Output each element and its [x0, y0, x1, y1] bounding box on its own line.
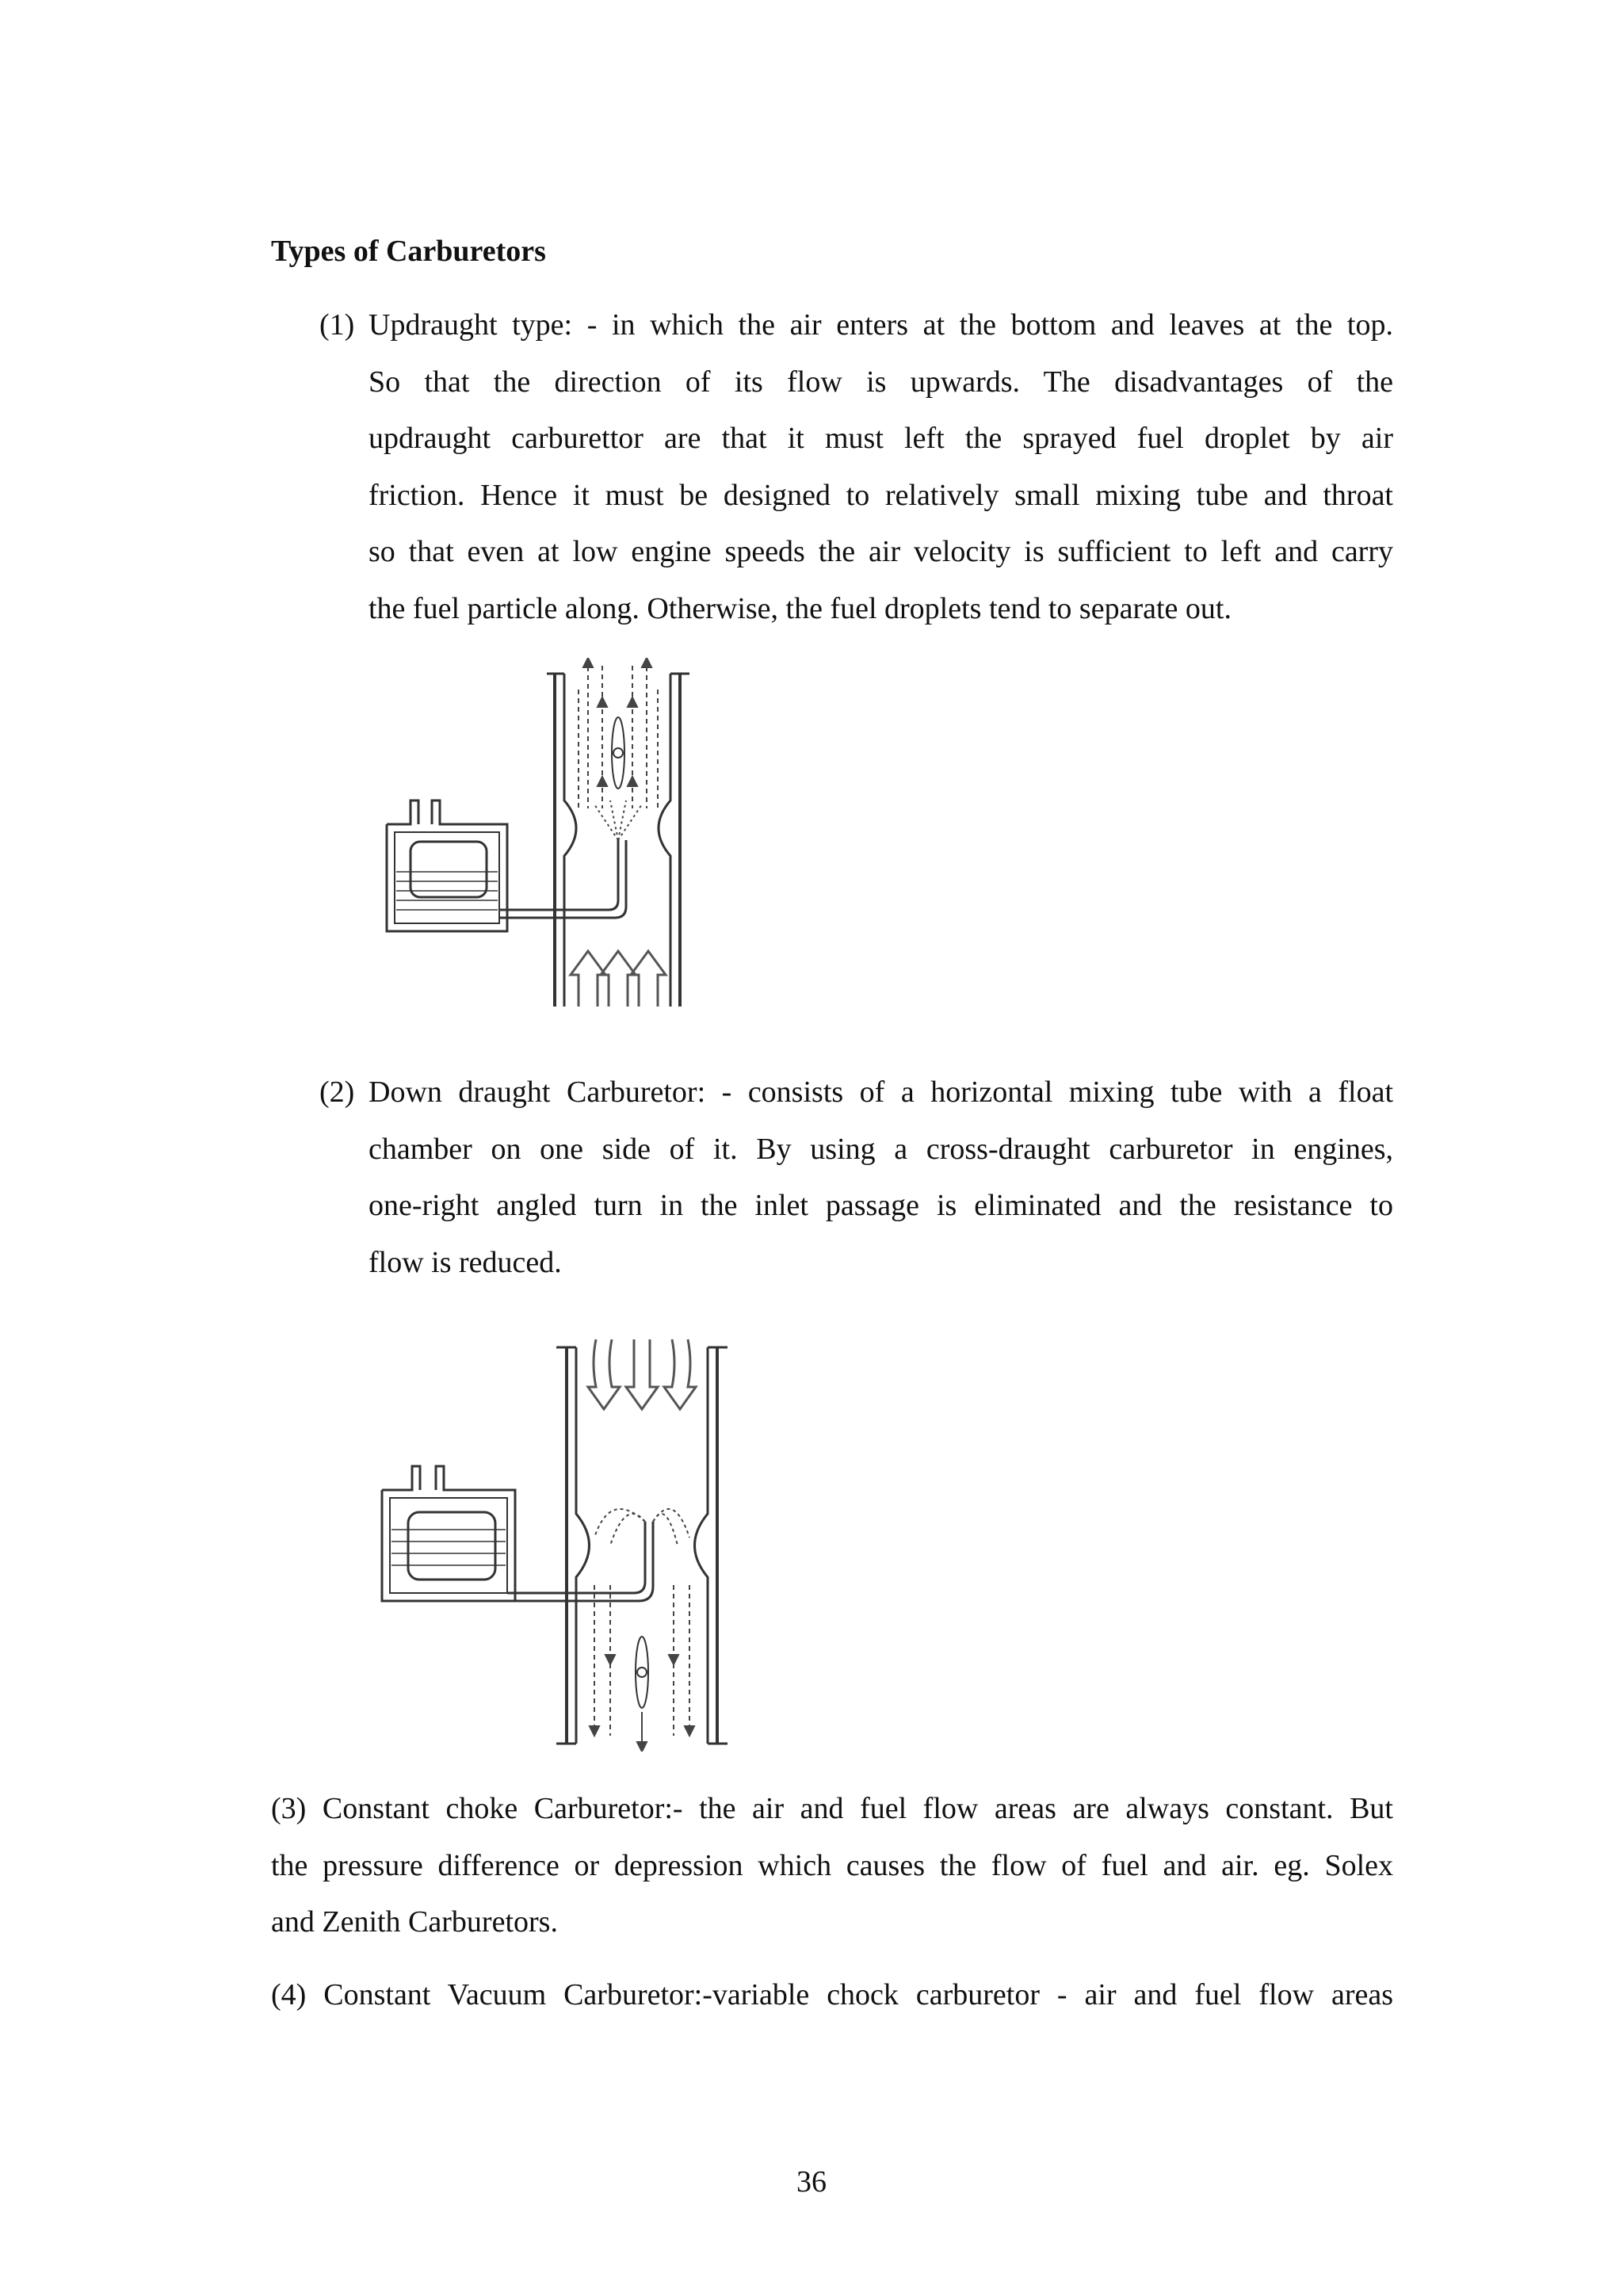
list-item-updraught: [319, 297, 1393, 637]
item-line: one-right angled turn in the inlet passage is eliminated and the resistance to: [369, 1189, 1393, 1222]
item-line: Down draught Carburetor: - consists of a horizontal mixing tube with a float: [369, 1075, 1393, 1109]
item-line: so that even at low engine speeds the air velocity is sufficient to left and carry: [369, 535, 1393, 568]
down-draught-carburetor-diagram: [372, 1331, 729, 1752]
section-heading: Types of Carburetors: [271, 235, 546, 268]
paragraph-line: (3) Constant choke Carburetor:- the air and fuel flow areas are always constant. But: [271, 1792, 1393, 1825]
paragraph-line: and Zenith Carburetors.: [271, 1905, 558, 1939]
item-number: (1): [319, 308, 355, 342]
page-number: 36: [796, 2165, 827, 2199]
item-line: friction. Hence it must be designed to relatively small mixing tube and throat: [369, 478, 1393, 512]
paragraph-line: the pressure difference or depression which causes the flow of fuel and air. eg. Solex: [271, 1848, 1393, 1882]
paragraph-constant-vacuum: [271, 1967, 1393, 2024]
updraught-carburetor-diagram: [380, 658, 713, 1007]
item-number: (2): [319, 1075, 355, 1109]
item-line: chamber on one side of it. By using a cross-draught carburetor in engines,: [369, 1132, 1393, 1166]
item-line: So that the direction of its flow is upwards. The disadvantages of the: [369, 365, 1393, 399]
list-item-down-draught: [319, 1064, 1393, 1291]
paragraph-constant-choke: [271, 1781, 1393, 1951]
item-line: Updraught type: - in which the air enters at the bottom and leaves at the top.: [369, 308, 1393, 342]
paragraph-line: (4) Constant Vacuum Carburetor:-variable chock carburetor - air and fuel flow areas: [271, 1978, 1393, 2011]
item-line: flow is reduced.: [369, 1245, 562, 1279]
item-line: the fuel particle along. Otherwise, the fuel droplets tend to separate out.: [369, 591, 1232, 625]
item-line: updraught carburettor are that it must left the sprayed fuel droplet by air: [369, 422, 1393, 455]
